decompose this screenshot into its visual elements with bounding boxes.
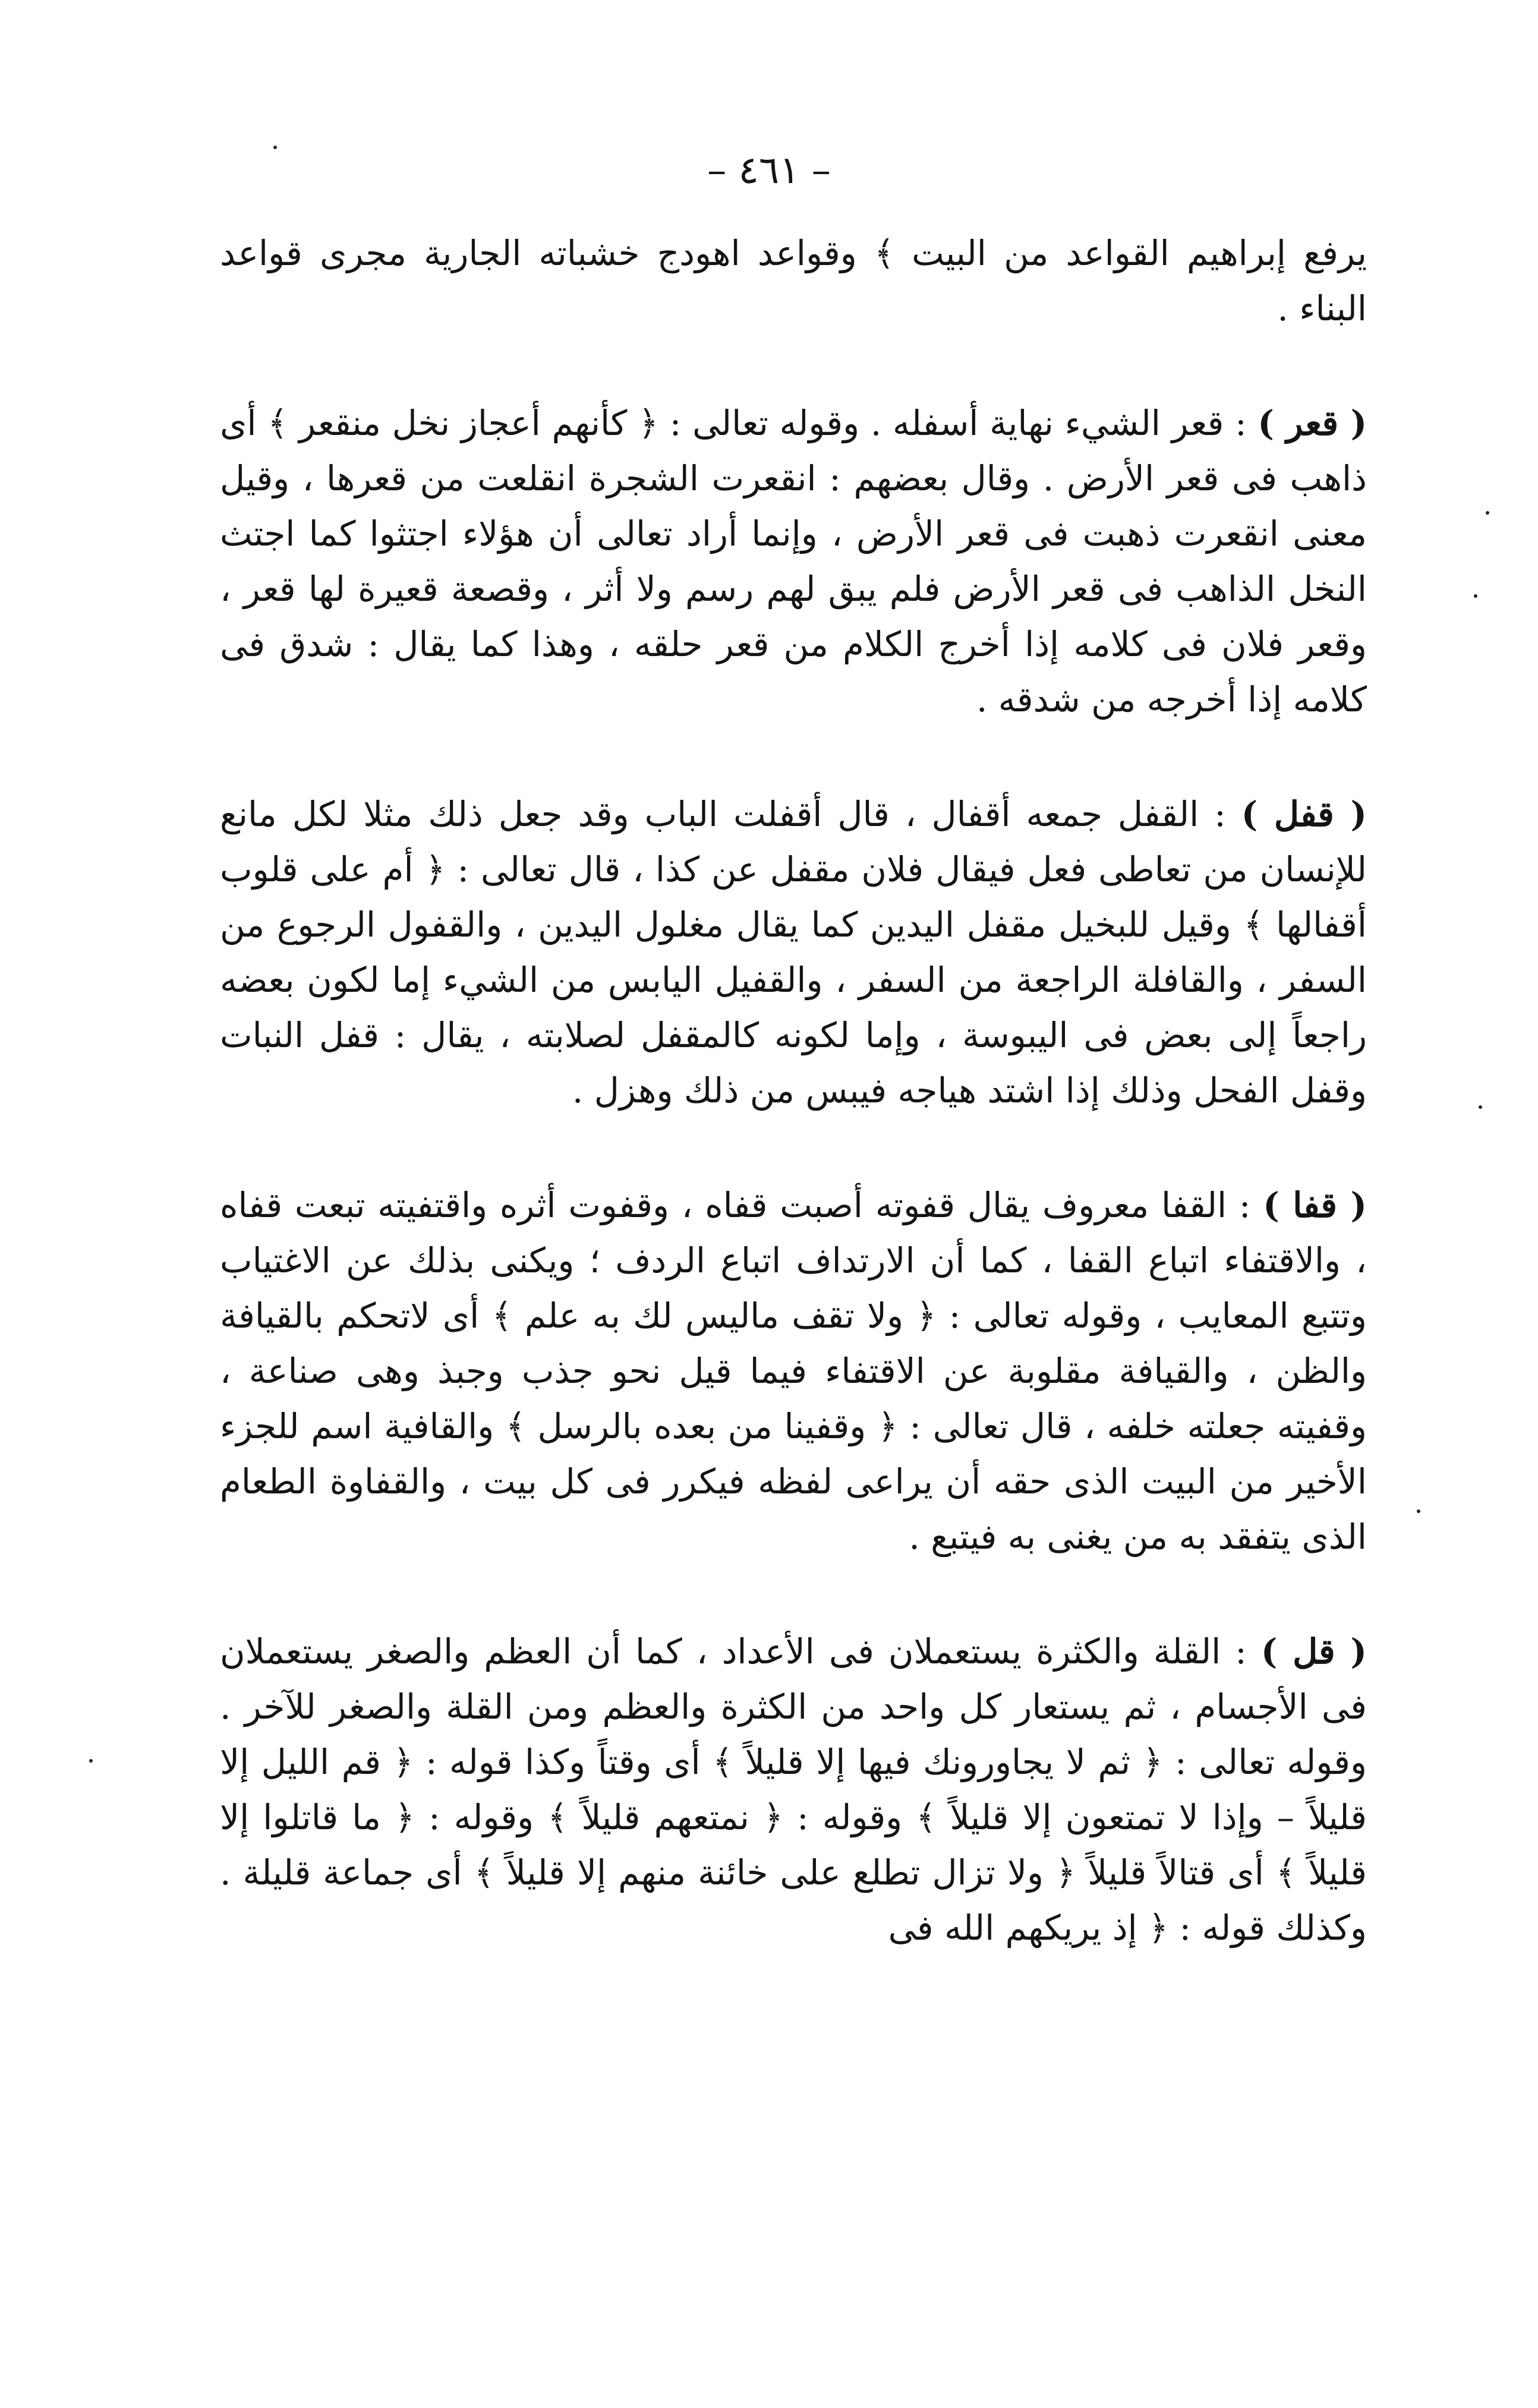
entry-text: : القفا معروف يقال قفوته أصبت قفاه ، وقفوت أثره واقتفيته تبعت قفاه ، والاقتفاء اتباع القفا ، كما أن الارتداف اتباع الردف ؛ ويكنى بذلك عن الاغتياب وتتبع المعايب ، وقوله تعالى : ﴿ ولا تقف ماليس لك به علم ﴾ أى لاتحكم بالقيافة والظن ، والقيافة مقلوبة عن الاقتفاء فيما قيل نحو جذب وجبذ وهى صناعة ، وقفيته جعلته خلفه ، قال تعالى : ﴿ وقفينا من بعده بالرسل ﴾ والقافية اسم للجزء الأخير من البيت الذى حقه أن يراعى لفظه فيكرر فى كل بيت ، والقفاوة الطعام الذى يتفقد به من يغنى به فيتبع . (220, 1185, 1367, 1557)
entry-headword: ( قفل ) (1241, 794, 1367, 834)
entry-qaar (220, 396, 1367, 727)
entry-headword: ( قعر ) (1257, 403, 1367, 443)
scan-speck (1474, 594, 1477, 598)
page-body (220, 226, 1367, 1956)
scan-speck (1479, 1105, 1482, 1109)
page-number: – ٤٦١ – (707, 149, 831, 193)
scan-speck (273, 146, 277, 149)
entry-text: : القفل جمعه أقفال ، قال أقفلت الباب وقد جعل ذلك مثلا لكل مانع للإنسان من تعاطى فعل فيقال فلان مقفل عن كذا ، قال تعالى : ﴿ أم على قلوب أقفالها ﴾ وقيل للبخيل مقفل اليدين كما يقال مغلول اليدين ، والقفول الرجوع من السفر ، والقافلة الراجعة من السفر ، والقفيل اليابس من الشيء إما لكون بعضه راجعاً إلى بعض فى اليبوسة ، وإما لكونه كالمقفل لصلابته ، يقال : قفل النبات وقفل الفحل وذلك إذا اشتد هياجه فيبس من ذلك وهزل . (220, 794, 1367, 1111)
entry-headword: ( قفا ) (1263, 1185, 1367, 1225)
paragraph-continuation (220, 226, 1367, 336)
scan-speck (89, 1759, 93, 1763)
entry-qall (220, 1624, 1367, 1956)
entry-qafa (220, 1178, 1367, 1565)
scan-speck (1417, 1509, 1420, 1513)
entry-qafl (220, 787, 1367, 1118)
paragraph-text: يرفع إبراهيم القواعد من البيت ﴾ وقواعد اهودج خشباته الجارية مجرى قواعد البناء . (220, 233, 1367, 329)
entry-text: : قعر الشيء نهاية أسفله . وقوله تعالى : ﴿ كأنهم أعجاز نخل منقعر ﴾ أى ذاهب فى قعر الأرض . وقال بعضهم : انقعرت الشجرة انقلعت من قعرها ، وقيل معنى انقعرت ذهبت فى قعر الأرض ، وإنما أراد تعالى أن هؤلاء اجتثوا كما اجتث النخل الذاهب فى قعر الأرض فلم يبق لهم رسم ولا أثر ، وقصعة قعيرة لها قعر ، وقعر فلان فى كلامه إذا أخرج الكلام من قعر حلقه ، وهذا كما يقال : شدق فى كلامه إذا أخرجه من شدقه . (220, 403, 1367, 720)
scan-speck (1486, 511, 1489, 515)
entry-headword: ( قل ) (1260, 1631, 1367, 1672)
entry-text: : القلة والكثرة يستعملان فى الأعداد ، كما أن العظم والصغر يستعملان فى الأجسام ، ثم يستعار كل واحد من الكثرة والعظم ومن القلة والصغر للآخر . وقوله تعالى : ﴿ ثم لا يجاورونك فيها إلا قليلاً ﴾ أى وقتاً وكذا قوله : ﴿ قم الليل إلا قليلاً – وإذا لا تمتعون إلا قليلاً ﴾ وقوله : ﴿ نمتعهم قليلاً ﴾ وقوله : ﴿ ما قاتلوا إلا قليلاً ﴾ أى قتالاً قليلاً ﴿ ولا تزال تطلع على خائنة منهم إلا قليلاً ﴾ أى جماعة قليلة . وكذلك قوله : ﴿ إذ يريكهم الله فى (220, 1631, 1367, 1948)
